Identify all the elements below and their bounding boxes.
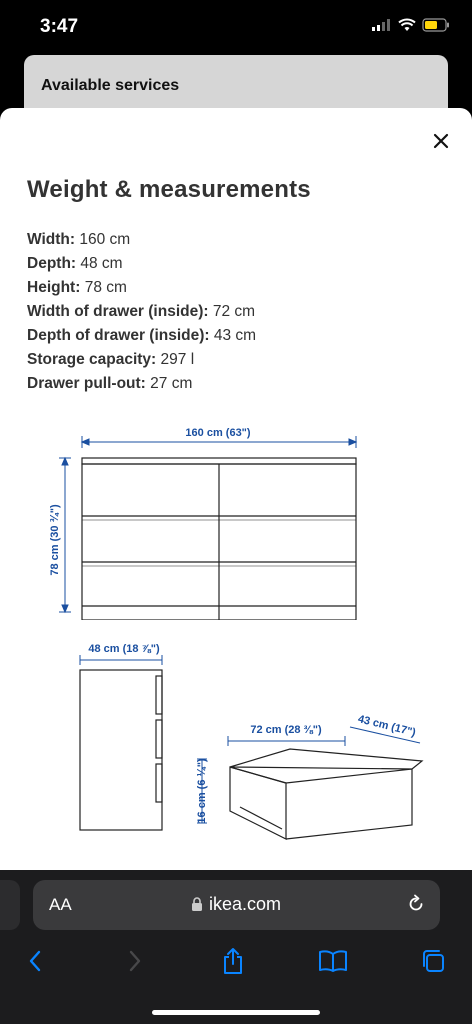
spec-item [27,324,256,348]
cellular-signal-icon [372,19,392,31]
spec-value: 43 cm [209,327,257,344]
back-button[interactable] [20,946,50,976]
status-bar [0,0,472,55]
reload-icon [406,894,426,914]
spec-value: 78 cm [80,279,127,296]
spec-value: 48 cm [76,255,123,272]
forward-button[interactable] [120,946,150,976]
drawer-depth-label: 43 cm (17") [356,713,417,740]
dresser-front-diagram [40,420,460,620]
spec-label: Depth of drawer (inside): [27,327,210,344]
spec-value: 27 cm [145,375,193,392]
dresser-side-diagram [70,638,190,838]
height-label: 78 cm (30 ¾") [49,504,61,576]
share-button[interactable] [218,946,248,976]
address-bar[interactable] [33,880,440,930]
close-button[interactable] [428,128,454,154]
reader-options-button[interactable]: AA [49,895,72,914]
battery-icon [422,18,450,32]
chevron-right-icon [128,950,142,972]
spec-label: Storage capacity: [27,351,157,368]
spec-value: 160 cm [75,231,131,248]
status-icons [372,18,450,32]
spec-label: Width: [27,231,76,248]
book-icon [318,949,348,973]
spec-list [27,228,256,396]
share-icon [221,947,245,975]
reload-button[interactable] [406,894,426,919]
tabs-icon [420,948,446,974]
status-time: 3:47 [40,16,79,37]
spec-item [27,300,256,324]
spec-label: Depth: [27,255,77,272]
wifi-icon [398,18,416,32]
url-display[interactable] [191,894,281,915]
close-icon [433,133,449,149]
home-indicator [152,1010,320,1015]
spec-item [27,228,256,252]
lock-icon [191,897,203,912]
spec-item [27,276,256,300]
browser-nav-row [0,946,472,982]
drawer-height-label: 16 cm (6 ¼") [196,758,208,824]
depth-label: 48 cm (18 ⅞") [88,643,160,655]
spec-label: Width of drawer (inside): [27,303,209,320]
drawer-diagram [190,703,440,843]
bookmarks-button[interactable] [318,946,348,976]
previous-tab-peek[interactable] [0,880,20,930]
tabs-button[interactable] [418,946,448,976]
spec-label: Drawer pull-out: [27,375,146,392]
width-label: 160 cm (63") [185,427,251,439]
spec-item [27,252,256,276]
background-sheet-title: Available services [41,77,180,94]
drawer-width-label: 72 cm (28 ⅜") [250,724,322,736]
browser-toolbar [0,870,472,1024]
page-title: Weight & measurements [27,176,311,203]
measurements-sheet [0,108,472,878]
chevron-left-icon [28,950,42,972]
spec-value: 72 cm [208,303,256,320]
spec-value: 297 l [156,351,195,368]
url-text: ikea.com [209,894,282,914]
spec-item [27,348,256,372]
spec-label: Height: [27,279,81,296]
spec-item [27,372,256,396]
